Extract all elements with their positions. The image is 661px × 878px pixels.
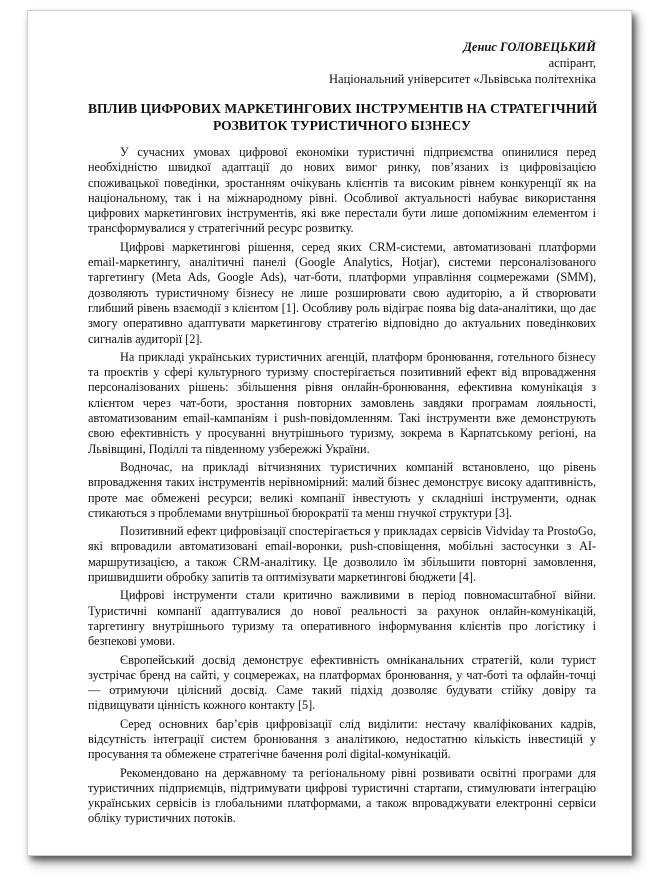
document-content: [88, 39, 596, 827]
author-position: аспірант,: [548, 56, 596, 70]
article-title-line-2: РОЗВИТОК ТУРИСТИЧНОГО БІЗНЕСУ: [212, 118, 472, 133]
article-title-line-1: ВПЛИВ ЦИФРОВИХ МАРКЕТИНГОВИХ ІНСТРУМЕНТІВ НА СТРАТЕГІЧНИЙ: [88, 101, 598, 116]
paragraph: У сучасних умовах цифрової економіки туристичні підприємства опинилися перед необхідністю швидкої адаптації до нових вимог ринку, пов’язаних із цифровізацією споживацької поведінки, зростанням очікувань клієнтів та високим рівнем конкуренції як на національному, так і на міжнародному рівні. Особливої актуальності набуває використання цифрових маркетингових інструментів, які вже перестали бути лише допоміжним елементом і трансформувалися у стратегічний ресурс розвитку.: [88, 145, 596, 236]
article-title: [88, 100, 596, 134]
paragraph: Рекомендовано на державному та регіональному рівні розвивати освітні програми для туристичних підприємців, підтримувати цифрові туристичні стартапи, стимулювати інтеграцію українських сервісів із глобальними платформами, а також впроваджувати електронні сервіси обліку туристичних потоків.: [88, 765, 596, 826]
author-name: Денис ГОЛОВЕЦЬКИЙ: [463, 40, 596, 54]
author-affiliation: Національний університет «Львівська політехніка: [329, 72, 596, 86]
paragraph: Цифрові інструменти стали критично важливими в період повномасштабної війни. Туристичні компанії адаптувалися до нової реальності за рахунок онлайн-комунікацій, таргетингу внутрішнього туризму та оперативного інформування клієнтів про логістику і безпекові умови.: [88, 588, 596, 649]
document-page: [27, 10, 632, 856]
paragraph: Цифрові маркетингові рішення, серед яких CRM-системи, автоматизовані платформи email-маркетингу, аналітичні панелі (Google Analytics, Hotjar), системи персоналізованого таргетингу (Meta Ads, Google Ads), чат-боти, платформи управління соцмережами (SMM), дозволяють туристичному бізнесу не лише розширювати свою аудиторію, а й створювати глибший рівень взаємодії з клієнтом [1]. Особливу роль відіграє поява big data-аналітики, що дає змогу оперативно адаптувати маркетингову стратегію відповідно до актуальних поведінкових сигналів аудиторії [2].: [88, 239, 596, 346]
paragraph: На прикладі українських туристичних агенцій, платформ бронювання, готельного бізнесу та проєктів у сфері культурного туризму спостерігається позитивний ефект від впровадження персоналізованих рішень: збільшення рівня онлайн-бронювання, ефективна комунікація з клієнтом через чат-боти, зростання повторних замовлень завдяки програмам лояльності, автоматизованим email-кампаніям і push-повідомленням. Такі інструменти вже демонструють свою ефективність у просуванні внутрішнього туризму, зокрема в Карпатському регіоні, на Львівщині, Поділлі та південному узбережжі України.: [88, 349, 596, 456]
paragraph: Водночас, на прикладі вітчизняних туристичних компаній встановлено, що рівень впровадження таких інструментів нерівномірний: малий бізнес демонструє високу адаптивність, проте має обмежені ресурси; великі компанії інвестують у складніші інструменти, однак стикаються з проблемами внутрішньої бюрократії та менш гнучкої структури [3].: [88, 459, 596, 520]
paragraph: Серед основних бар’єрів цифровізації слід виділити: нестачу кваліфікованих кадрів, відсутність інтеграції систем бронювання з аналітикою, недостатню кількість інвестицій у просування та обмежене стратегічне бачення ролі digital-комунікацій.: [88, 716, 596, 762]
author-block: [88, 39, 596, 87]
paragraph: Європейський досвід демонструє ефективність омніканальних стратегій, коли турист зустрічає бренд на сайті, у соцмережах, на платформах бронювання, у чат-боті та офлайн-точці — отримуючи цілісний досвід. Саме такий підхід дозволяє будувати стійку довіру та підвищувати цінність кожного контакту [5].: [88, 652, 596, 713]
paragraph: Позитивний ефект цифровізації спостерігається у прикладах сервісів Vidviday та ProstoGo, які впровадили автоматизовані email-воронки, push-сповіщення, мобільні застосунки з AI-маршрутизацією, а також CRM-аналітику. Це дозволило їм збільшити повторні замовлення, пришвидшити обробку запитів та оптимізувати маркетингові бюджети [4].: [88, 524, 596, 585]
article-body: [88, 145, 596, 827]
